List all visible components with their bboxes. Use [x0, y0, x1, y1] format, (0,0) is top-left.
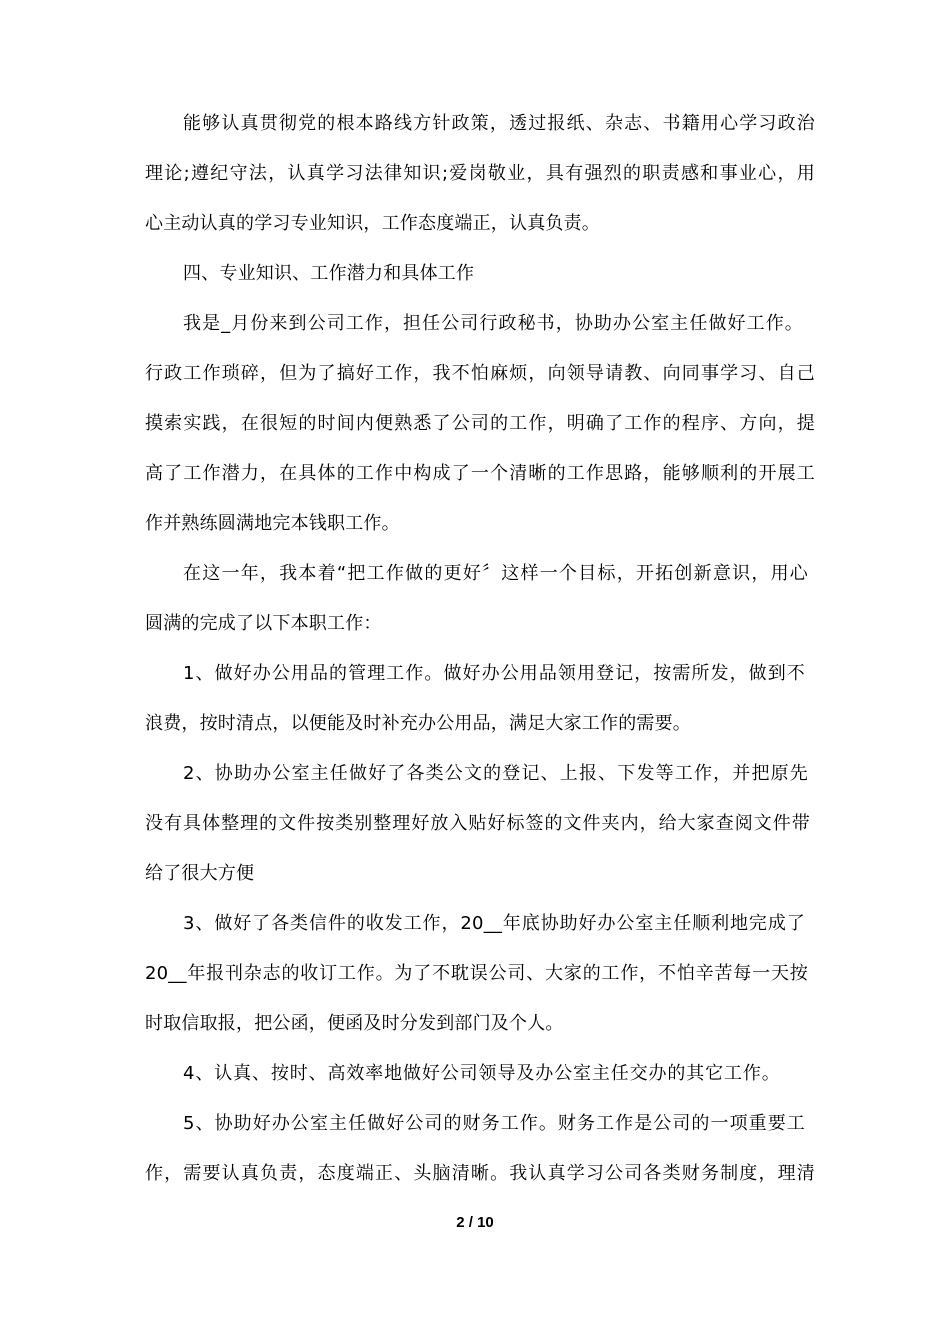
paragraph-line: 在这一年，我本着“把工作做的更好〞这样一个目标，开拓创新意识，用心 [183, 563, 808, 584]
list-item-line: 浪费，按时清点，以便能及时补充办公用品，满足大家工作的需要。 [145, 713, 691, 734]
list-item-line: 20__年报刊杂志的收订工作。为了不耽误公司、大家的工作，不怕辛苦每一天按 [145, 963, 808, 984]
list-item-line: 给了很大方便 [145, 863, 255, 884]
paragraph-line: 行政工作琐碎，但为了搞好工作，我不怕麻烦，向领导请教、向同事学习、自己 [145, 363, 815, 384]
section-heading: 四、专业知识、工作潜力和具体工作 [183, 263, 475, 284]
paragraph-line: 理论;遵纪守法，认真学习法律知识;爱岗敬业，具有强烈的职责感和事业心，用 [145, 163, 815, 184]
list-item-line: 4、认真、按时、高效率地做好公司领导及办公室主任交办的其它工作。 [183, 1063, 780, 1084]
paragraph-line: 高了工作潜力，在具体的工作中构成了一个清晰的工作思路，能够顺利的开展工 [145, 463, 815, 484]
paragraph-line: 圆满的完成了以下本职工作： [145, 613, 382, 634]
paragraph-line: 摸索实践，在很短的时间内便熟悉了公司的工作，明确了工作的程序、方向，提 [145, 413, 815, 434]
list-item-line: 1、做好办公用品的管理工作。做好办公用品领用登记，按需所发，做到不 [183, 663, 805, 684]
page-number: 2 / 10 [456, 1214, 494, 1231]
paragraph-line: 我是_月份来到公司工作，担任公司行政秘书，协助办公室主任做好工作。 [183, 313, 803, 334]
list-item-line: 5、协助好办公室主任做好公司的财务工作。财务工作是公司的一项重要工 [183, 1113, 805, 1134]
list-item-line: 没有具体整理的文件按类别整理好放入贴好标签的文件夹内，给大家查阅文件带 [145, 813, 810, 834]
list-item-line: 时取信取报，把公函，便函及时分发到部门及个人。 [145, 1013, 564, 1034]
paragraph-line: 心主动认真的学习专业知识，工作态度端正，认真负责。 [145, 213, 600, 234]
paragraph-line: 能够认真贯彻党的根本路线方针政策，透过报纸、杂志、书籍用心学习政治 [183, 113, 815, 134]
list-item-line: 2、协助办公室主任做好了各类公文的登记、上报、下发等工作，并把原先 [183, 763, 808, 784]
list-item-line: 作，需要认真负责，态度端正、头脑清晰。我认真学习公司各类财务制度，理清 [145, 1163, 815, 1184]
paragraph-line: 作并熟练圆满地完本钱职工作。 [145, 513, 400, 534]
list-item-line: 3、做好了各类信件的收发工作，20__年底协助好办公室主任顺利地完成了 [183, 913, 805, 934]
